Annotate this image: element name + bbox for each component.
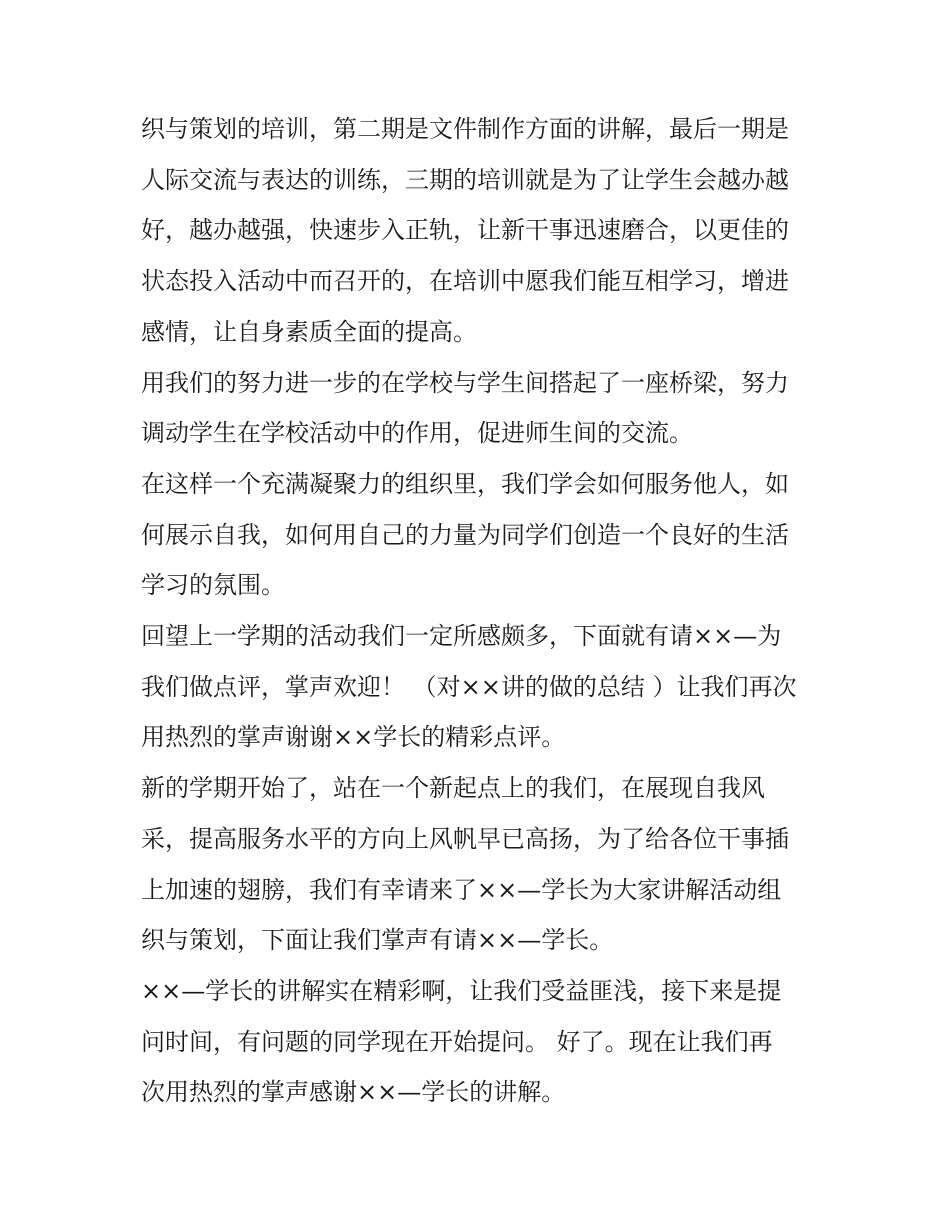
paragraph-training-summary [141,104,821,358]
text-line: 织与策划的培训，第二期是文件制作方面的讲解，最后一期是 [141,115,789,143]
text-line: 上加速的翅膀，我们有幸请来了××—学长为大家讲解活动组 [141,875,782,904]
text-line: 采，提高服务水平的方向上风帆早已高扬，为了给各位干事插 [141,824,789,853]
text-line: ××—学长的讲解实在精彩啊，让我们受益匪浅，接下来是提 [141,976,782,1005]
text-line: 用我们的努力进一步的在学校与学生间搭起了一座桥梁，努力 [141,368,789,397]
text-line: 人际交流与表达的训练，三期的培训就是为了让学生会越办越 [141,165,789,194]
text-line: 我们做点评，掌声欢迎！ （对××讲的做的总结 ）让我们再次 [141,672,797,701]
text-line: 问时间，有问题的同学现在开始提问。 好了。现在让我们再 [141,1027,773,1056]
document-body [141,104,821,1118]
text-line: 用热烈的掌声谢谢××学长的精彩点评。 [141,723,566,752]
text-line: 何展示自我，如何用自己的力量为同学们创造一个良好的生活 [141,520,789,549]
paragraph-new-semester [141,763,821,966]
text-line: 学习的氛围。 [141,571,285,600]
paragraph-organization [141,459,821,611]
text-line: 好，越办越强，快速步入正轨，让新干事迅速磨合，以更佳的 [141,216,789,245]
text-line: 感情，让自身素质全面的提高。 [141,317,477,346]
paragraph-bridge [141,358,821,459]
text-line: 新的学期开始了，站在一个新起点上的我们，在展现自我风 [141,774,765,803]
text-line: 在这样一个充满凝聚力的组织里，我们学会如何服务他人，如 [141,469,789,498]
text-line: 回望上一学期的活动我们一定所感颇多，下面就有请××—为 [141,622,782,651]
text-line: 次用热烈的掌声感谢××—学长的讲解。 [141,1078,566,1107]
paragraph-review [141,611,821,763]
text-line: 状态投入活动中而召开的，在培训中愿我们能互相学习，增进 [141,267,789,296]
text-line: 织与策划，下面让我们掌声有请××—学长。 [141,926,614,955]
text-line: 调动学生在学校活动中的作用，促进师生间的交流。 [141,419,693,448]
paragraph-questions [141,966,821,1118]
